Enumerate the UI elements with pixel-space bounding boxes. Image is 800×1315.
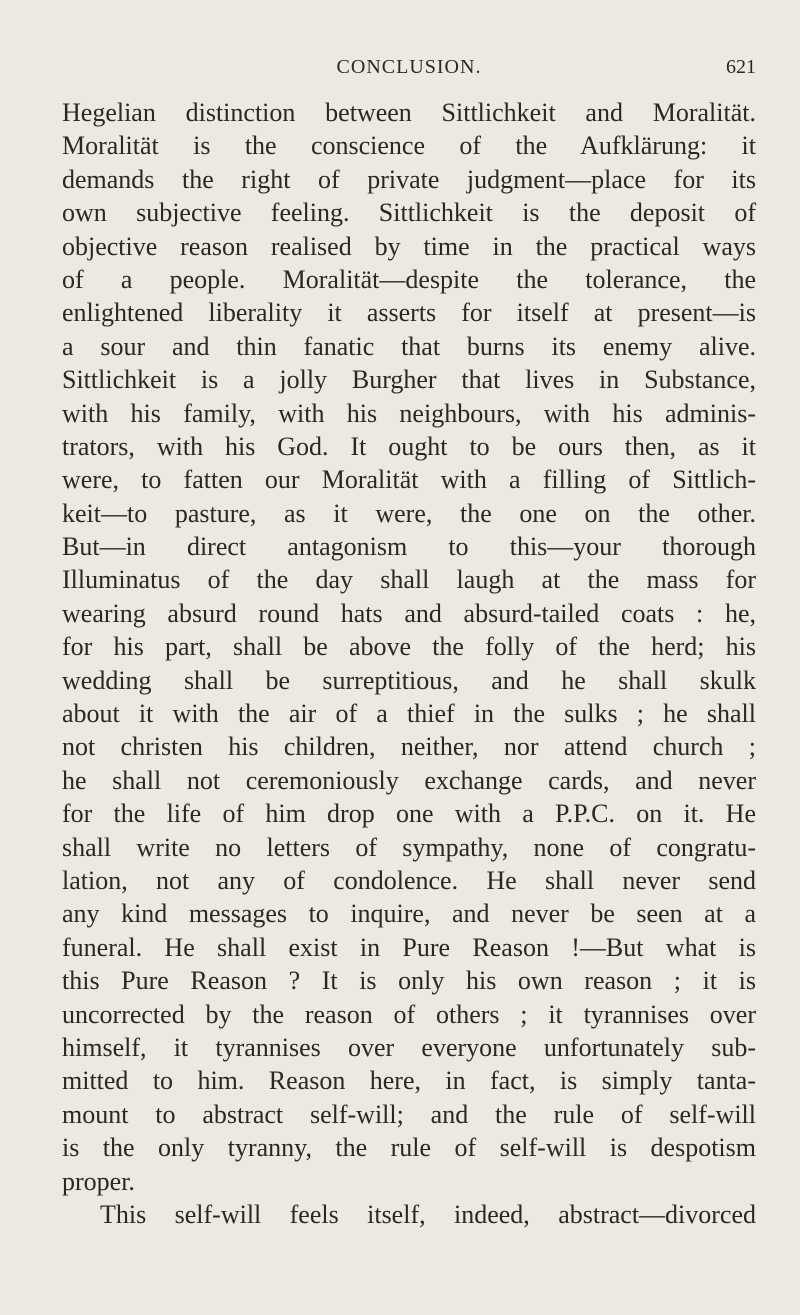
text-line: proper.: [62, 1166, 135, 1196]
text-line: Sittlichkeit is a jolly Burgher that lives in Substance,: [62, 365, 756, 395]
text-line: is the only tyranny, the rule of self-will is despotism: [62, 1133, 756, 1163]
text-line: Illuminatus of the day shall laugh at the mass for: [62, 565, 756, 595]
text-line: wearing absurd round hats and absurd-tailed coats : he,: [62, 598, 756, 628]
text-line: for the life of him drop one with a P.P.C. on it. He: [62, 799, 756, 829]
page-number: 621: [726, 56, 756, 78]
text-line: keit—to pasture, as it were, the one on the other.: [62, 498, 756, 528]
text-line: about it with the air of a thief in the sulks ; he shall: [62, 699, 756, 729]
text-line: Moralität is the conscience of the Aufklärung: it: [62, 131, 756, 161]
running-head: [62, 56, 756, 82]
text-line: Hegelian distinction between Sittlichkeit and Moralität.: [62, 98, 756, 127]
text-line: for his part, shall be above the folly of the herd; his: [62, 632, 756, 662]
text-line: shall write no letters of sympathy, none of congratu-: [62, 832, 756, 862]
text-line: uncorrected by the reason of others ; it tyrannises over: [62, 999, 756, 1029]
text-line: mount to abstract self-will; and the rule of self-will: [62, 1099, 756, 1129]
text-line: mitted to him. Reason here, in fact, is simply tanta-: [62, 1066, 756, 1096]
text-line: objective reason realised by time in the practical ways: [62, 231, 756, 261]
text-line: enlightened liberality it asserts for itself at present—is: [62, 298, 756, 328]
text-line: This self-will feels itself, indeed, abstract—divorced: [100, 1199, 756, 1229]
text-line: a sour and thin fanatic that burns its enemy alive.: [62, 331, 756, 361]
text-line: funeral. He shall exist in Pure Reason !—But what is: [62, 932, 756, 962]
text-line: of a people. Moralität—despite the tolerance, the: [62, 264, 756, 294]
text-line: he shall not ceremoniously exchange cards, and never: [62, 765, 756, 795]
text-line: any kind messages to inquire, and never be seen at a: [62, 899, 756, 929]
running-title: CONCLUSION.: [336, 56, 482, 78]
text-line: this Pure Reason ? It is only his own reason ; it is: [62, 966, 756, 996]
body-text: [62, 96, 756, 1231]
text-line: lation, not any of condolence. He shall never send: [62, 865, 756, 895]
text-line: wedding shall be surreptitious, and he shall skulk: [62, 665, 756, 695]
text-line: demands the right of private judgment—place for its: [62, 164, 756, 194]
text-line: with his family, with his neighbours, with his adminis-: [62, 398, 756, 428]
text-line: own subjective feeling. Sittlichkeit is the deposit of: [62, 198, 756, 228]
text-line: But—in direct antagonism to this—your thorough: [62, 532, 756, 562]
text-line: trators, with his God. It ought to be ours then, as it: [62, 431, 756, 461]
text-line: not christen his children, neither, nor attend church ;: [62, 732, 756, 762]
text-line: himself, it tyrannises over everyone unfortunately sub-: [62, 1032, 756, 1062]
text-line: were, to fatten our Moralität with a filling of Sittlich-: [62, 465, 756, 495]
